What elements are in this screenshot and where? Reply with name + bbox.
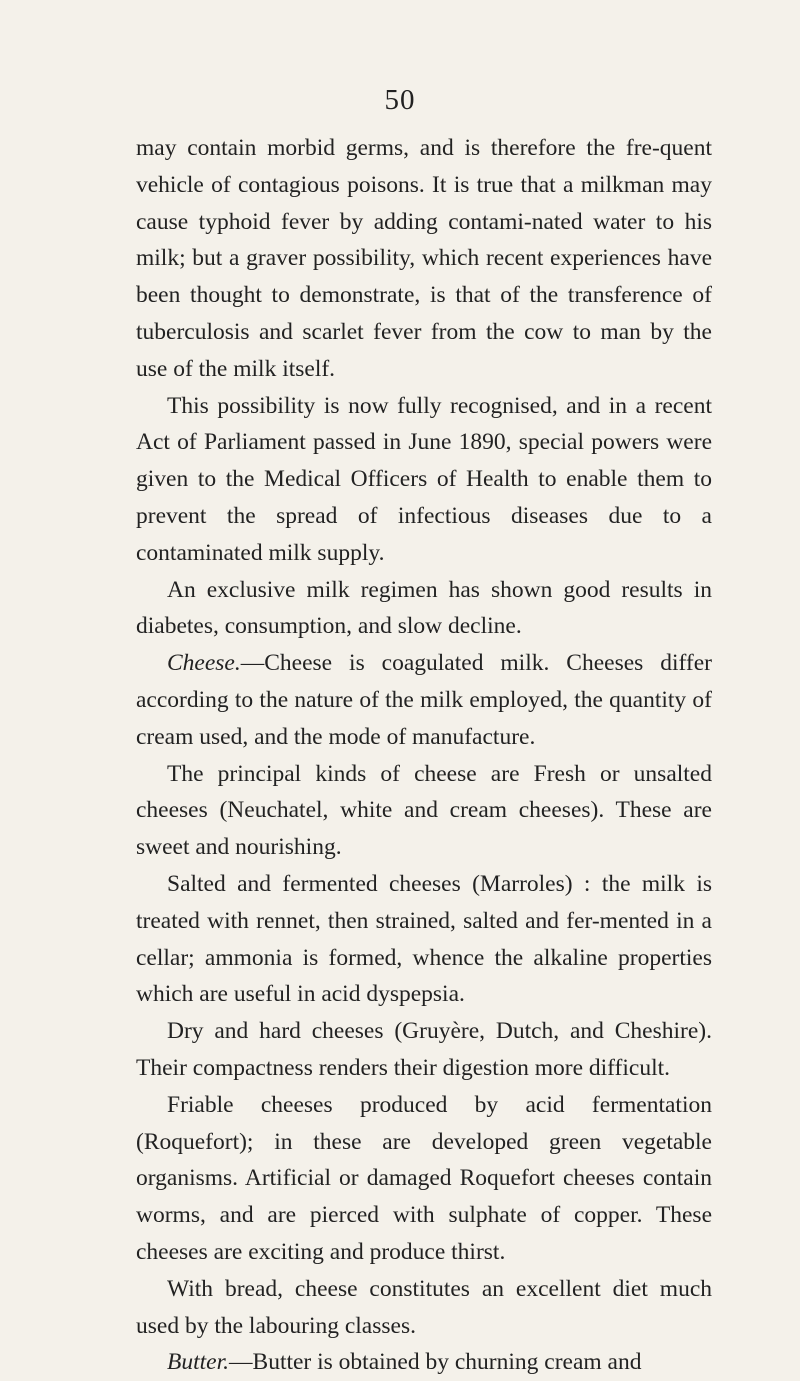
section-heading-butter: Butter.	[167, 1349, 230, 1376]
paragraph-hard-cheeses: Dry and hard cheeses (Gruyère, Dutch, and Cheshire). Their compactness renders their digestion more difficult.	[136, 1018, 712, 1081]
page-number: 50	[384, 84, 416, 116]
paragraph-cheese-intro	[136, 645, 712, 755]
paragraph-fresh-cheeses: The principal kinds of cheese are Fresh or unsalted cheeses (Neuchatel, white and cream cheeses). These are sweet and nourishing.	[136, 760, 712, 861]
paragraph-act-of-parliament: This possibility is now fully recognised, and in a recent Act of Parliament passed in June 1890, special powers were given to the Medical Officers of Health to enable them to prevent the spread of infectious diseases due to a contaminated milk supply.	[136, 392, 712, 566]
section-heading-cheese: Cheese.	[167, 650, 241, 677]
paragraph-salted-cheeses: Salted and fermented cheeses (Marroles) : the milk is treated with rennet, then strained, salted and fer-mented in a cellar; ammonia is formed, whence the alkaline properties which are useful in acid dyspepsia.	[136, 870, 712, 1008]
paragraph-butter-intro	[136, 1344, 712, 1381]
paragraph-milk-germs: may contain morbid germs, and is therefore the fre-quent vehicle of contagious poisons. It is true that a milkman may cause typhoid fever by adding contami-nated water to his milk; but a graver possibility, which recent experiences have been thought to demonstrate, is that of the transference of tuberculosis and scarlet fever from the cow to man by the use of the milk itself.	[136, 135, 712, 382]
body-text	[136, 130, 712, 1381]
paragraph-cheese-intro-text: —Cheese is coagulated milk. Cheeses differ according to the nature of the milk employed, the quantity of cream used, and the mode of manufacture.	[136, 650, 712, 750]
paragraph-butter-intro-text: —Butter is obtained by churning cream and	[229, 1349, 642, 1376]
paragraph-milk-regimen: An exclusive milk regimen has shown good results in diabetes, consumption, and slow decline.	[136, 576, 712, 640]
paragraph-bread-cheese: With bread, cheese constitutes an excellent diet much used by the labouring classes.	[136, 1275, 712, 1339]
paragraph-friable-cheeses: Friable cheeses produced by acid fermentation (Roquefort); in these are developed green vegetable organisms. Artificial or damaged Roquefort cheeses contain worms, and are pierced with sulphate of copper. These cheeses are exciting and produce thirst.	[136, 1091, 712, 1265]
